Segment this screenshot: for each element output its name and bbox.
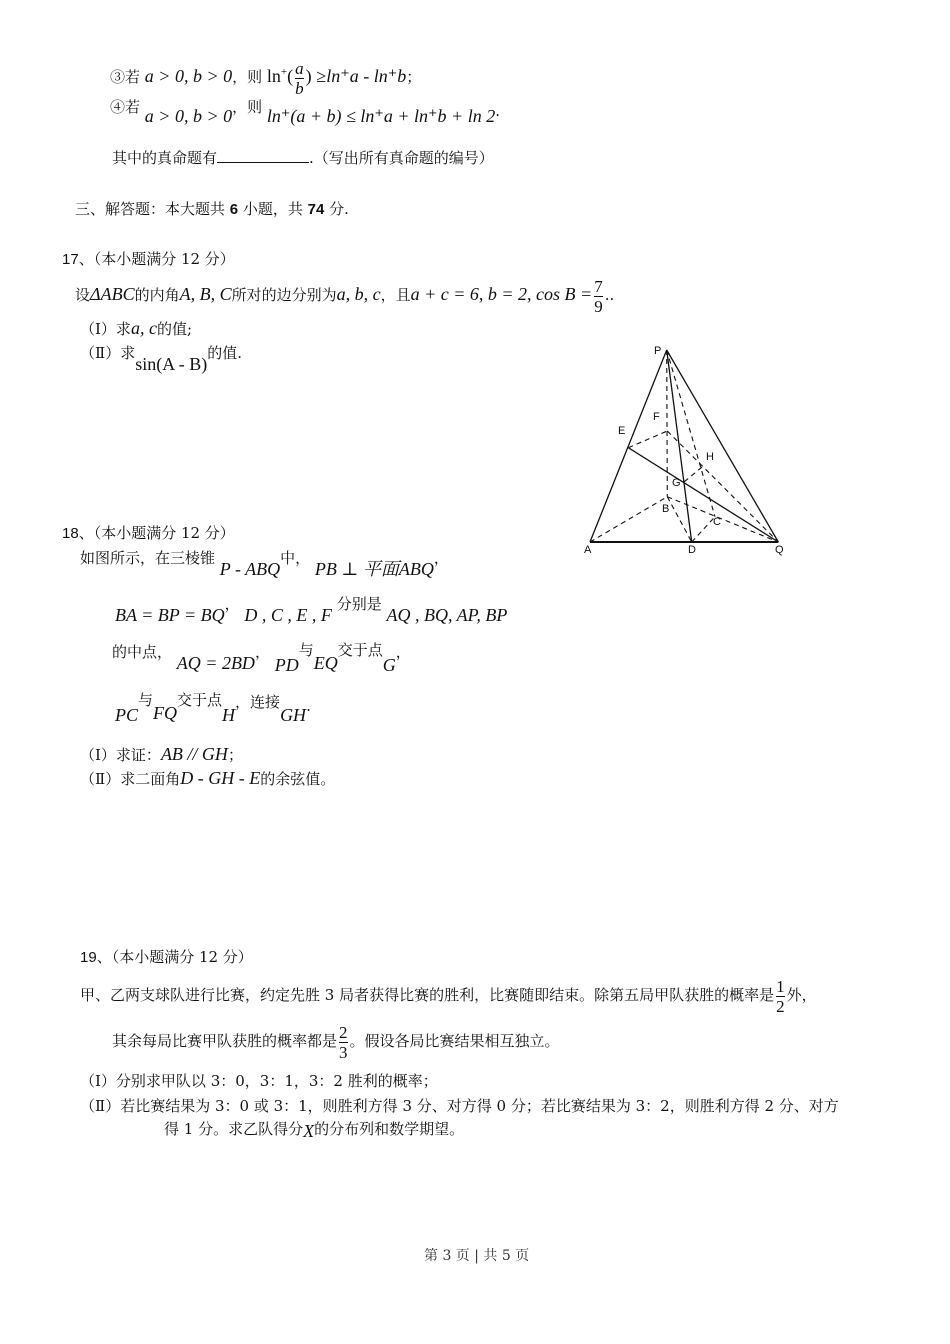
q17-stem: 设ΔABC的内角A, B, C所对的边分别为a, b, c，且a + c = 6, b = 2, cos B = $\frac{7}{9}$ .. [75,276,615,316]
item-3-then: ，则 [232,68,263,86]
q19-stem-line-2: 其余每局比赛甲队获胜的概率都是 $\frac{2}{3}$ 。假设各局比赛结果相互独立。 [112,1022,560,1062]
label-h: H [706,451,714,463]
q17-header: 17、（本小题满分 12 分） [62,250,235,268]
q16-item-3: ③若 a > 0, b > 0，则 ln+( $\frac{a}{b}$ ) ≥ln⁺a - ln⁺b； [110,58,422,98]
item-3-condition: a > 0, b > 0 [144,66,233,86]
q17-part-2: （Ⅱ）求sin(A - B)的值. [80,344,242,374]
q18-part-1: （Ⅰ）求证：AB // GH； [80,744,243,764]
label-b: B [662,503,670,515]
q18-line-3: 的中点， AQ = 2BD， PD与EQ交于点G， [112,641,411,675]
q19-part-2-line-1: （Ⅱ）若比赛结果为 3：0 或 3：1，则胜利方得 3 分、对方得 0 分；若比赛结果为 3：2，则胜利方得 2 分、对方 [80,1097,839,1115]
q16-item-4: ④若 a > 0, b > 0，则 ln⁺(a + b) ≤ ln⁺a + ln⁺b + ln 2. [110,98,500,126]
label-f: F [653,411,660,423]
q17-part-1: （Ⅰ）求a, c的值; [80,318,192,338]
label-e: E [618,425,626,437]
answer-blank [217,148,309,163]
item-3-rhs: ln⁺a - ln⁺b [326,66,407,86]
label-g: G [672,477,681,489]
item-4-marker: ④若 [110,98,141,116]
q18-line-4: PC与FQ交于点H，连接GH. [115,691,311,725]
label-c: C [713,516,721,528]
page-footer: 第 3 页 | 共 5 页 [424,1248,530,1264]
item-4-then: ，则 [232,98,263,116]
fraction-1-2: $\frac{1}{2}$ [776,976,785,1016]
label-d: D [688,544,696,556]
q19-stem-line-1: 甲、乙两支球队进行比赛，约定先胜 3 局者获得比赛的胜利，比赛随即结束。除第五局甲队获胜的概率是 $\frac{1}{2}$ 外， [80,976,817,1016]
q16-answer-prompt: 其中的真命题有 .（写出所有真命题的编号） [112,149,494,167]
fraction-7-9: $\frac{7}{9}$ [594,276,603,316]
label-q: Q [775,544,784,556]
q18-header: 18、（本小题满分 12 分） [62,524,235,542]
item-4-expression: ln⁺(a + b) ≤ ln⁺a + ln⁺b + ln 2 [266,106,496,126]
q19-part-1: （Ⅰ）分别求甲队以 3：0，3：1，3：2 胜利的概率； [80,1072,438,1090]
fraction-a-over-b: $\frac{a}{b}$ [295,58,304,98]
item-3-marker: ③若 [110,68,141,86]
q18-line-1: 如图所示，在三棱锥 P - ABQ中， PB ⊥ 平面ABQ， [80,549,449,579]
label-p: P [654,345,662,357]
q18-part-2: （Ⅱ）求二面角D - GH - E的余弦值。 [80,768,336,788]
label-a: A [584,544,592,556]
q18-line-2: BA = BP = BQ， D , C , E , F 分别是 AQ , BQ, AP, BP [115,595,508,625]
section-3-heading: 三、解答题：本大题共 6 小题，共 74 分. [75,200,349,218]
item-3-ln-plus: ln+( [266,66,294,86]
item-4-condition: a > 0, b > 0 [144,106,233,126]
fraction-2-3: $\frac{2}{3}$ [339,1022,348,1062]
q19-part-2-line-2: 得 1 分。求乙队得分X的分布列和数学期望。 [164,1120,465,1141]
pyramid-figure [570,335,800,560]
q19-header: 19、（本小题满分 12 分） [80,948,253,966]
item-3-relation: ≥ [316,66,327,86]
triangle-abc: ΔABC [90,284,135,304]
